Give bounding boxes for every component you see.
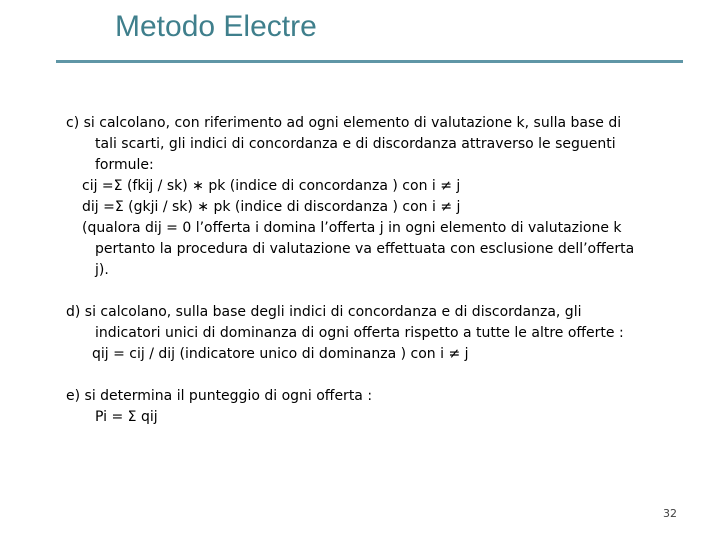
slide-body: [66, 113, 666, 428]
slide-title: Metodo Electre: [115, 10, 317, 43]
text-line: e) si determina il punteggio di ogni offerta :: [66, 388, 373, 404]
text-line: indicatori unici di dominanza di ogni offerta rispetto a tutte le altre offerte :: [95, 325, 624, 341]
formula-concordance: cij =Σ (fkij / sk) ∗ pk (indice di concordanza ) con i ≠ j: [82, 178, 461, 194]
formula-score: Pi = Σ qij: [95, 409, 158, 425]
text-line: c) si calcolano, con riferimento ad ogni elemento di valutazione k, sulla base di: [66, 115, 622, 131]
title-divider: [56, 60, 683, 63]
formula-dominance: qij = cij / dij (indicatore unico di dominanza ) con i ≠ j: [92, 346, 469, 362]
text-line: formule:: [95, 157, 154, 173]
paragraph-d: [66, 302, 666, 365]
text-line: pertanto la procedura di valutazione va effettuata con esclusione dell’offerta: [95, 241, 635, 257]
text-line: tali scarti, gli indici di concordanza e di discordanza attraverso le seguenti: [95, 136, 616, 152]
page-number: 32: [663, 507, 677, 520]
formula-discordance: dij =Σ (gkji / sk) ∗ pk (indice di discordanza ) con i ≠ j: [82, 199, 461, 215]
text-line: d) si calcolano, sulla base degli indici di concordanza e di discordanza, gli: [66, 304, 582, 320]
text-line: j).: [95, 262, 109, 278]
paragraph-c: [66, 113, 666, 281]
text-line: (qualora dij = 0 l’offerta i domina l’offerta j in ogni elemento di valutazione k: [82, 220, 622, 236]
paragraph-e: [66, 386, 666, 428]
